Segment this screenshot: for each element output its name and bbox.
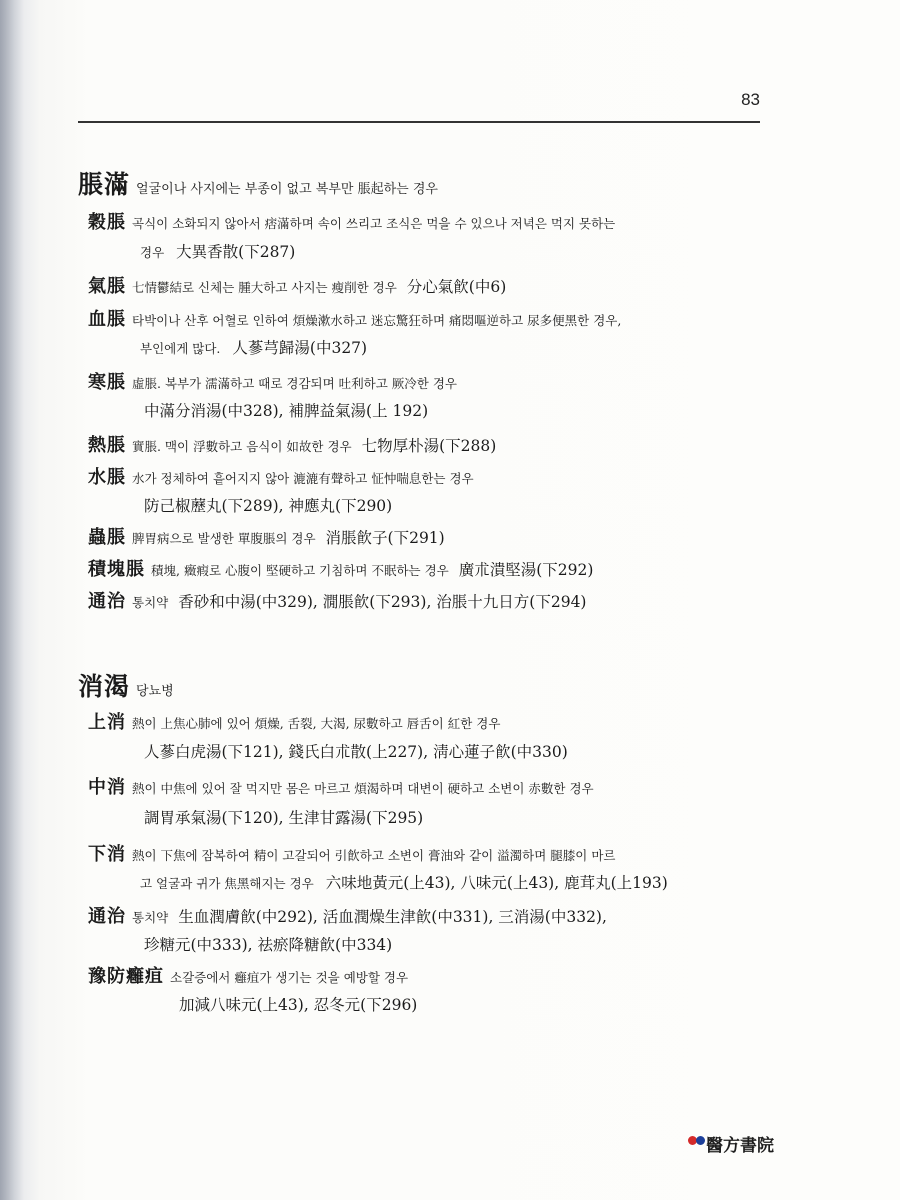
entry-term: 通治	[88, 591, 126, 612]
entry-description-cont: 경우	[140, 245, 165, 260]
binding-shadow	[0, 0, 24, 1200]
entry-description: 熱이 下焦에 잠복하여 精이 고갈되어 引飮하고 소변이 膏油와 같이 溢濁하며 腿膝이 마르	[132, 848, 616, 863]
entry-prescription: 人蔘芎歸湯(中327)	[232, 339, 368, 357]
entry-term: 寒脹	[88, 372, 126, 393]
entry-description: 積塊, 癥瘕로 心腹이 堅硬하고 기침하며 不眠하는 경우	[151, 563, 449, 578]
entry-continuation	[140, 806, 423, 828]
entry-tongchi-2	[88, 902, 607, 928]
section-title-changman	[78, 165, 438, 201]
entry-gichang	[88, 272, 506, 298]
entry-description: 七情鬱結로 신체는 腫大하고 사지는 瘦削한 경우	[132, 280, 397, 295]
entry-description: 熱이 上焦心肺에 있어 煩燥, 舌裂, 大渴, 尿數하고 唇舌이 紅한 경우	[132, 716, 501, 731]
section-heading: 脹滿	[78, 170, 131, 199]
entry-prescription: 消脹飮子(下291)	[325, 529, 445, 547]
entry-term: 下消	[88, 844, 126, 865]
page-number: 83	[741, 90, 760, 109]
entry-gokchang	[88, 208, 615, 234]
entry-term: 通治	[88, 906, 126, 927]
entry-continuation	[140, 871, 668, 893]
entry-prescription: 七物厚朴湯(下288)	[361, 437, 497, 455]
entry-prescription: 生血潤膚飮(中292), 活血潤燥生津飮(中331), 三消湯(中332),	[178, 908, 607, 926]
entry-description: 통치약	[132, 595, 169, 610]
entry-description-cont: 고 얼굴과 귀가 焦黑해지는 경우	[140, 876, 314, 891]
entry-prescription: 中滿分消湯(中328), 補脾益氣湯(上 192)	[144, 402, 429, 420]
entry-prescription: 香砂和中湯(中329), 㵎脹飮(下293), 治脹十九日方(下294)	[178, 593, 587, 611]
entry-prescription: 大異香散(下287)	[176, 243, 296, 261]
entry-prescription: 廣朮潰堅湯(下292)	[458, 561, 594, 579]
entry-continuation	[140, 336, 367, 358]
entry-term: 氣脹	[88, 276, 126, 297]
entry-description: 虛脹. 복부가 濡滿하고 때로 경감되며 吐利하고 厥冷한 경우	[132, 376, 457, 391]
entry-term: 上消	[88, 712, 126, 733]
entry-hyeolchang	[88, 305, 621, 331]
publisher-logo-blue-dot	[696, 1136, 705, 1145]
section-description: 당뇨병	[136, 684, 174, 699]
entry-term: 血脹	[88, 309, 126, 330]
entry-yebang-ongjeo	[88, 962, 408, 988]
header-rule	[78, 121, 760, 123]
entry-description: 곡식이 소화되지 않아서 痞滿하며 속이 쓰리고 조식은 먹을 수 있으나 저녁은 먹지 못하는	[132, 216, 616, 231]
entry-jungso	[88, 773, 594, 799]
entry-continuation	[140, 494, 392, 516]
entry-tongchi	[88, 587, 586, 613]
entry-term: 熱脹	[88, 435, 126, 456]
section-heading: 消渴	[78, 672, 131, 701]
entry-description: 소갈증에서 癰疽가 생기는 것을 예방할 경우	[170, 970, 409, 985]
entry-term: 水脹	[88, 467, 126, 488]
entry-term: 穀脹	[88, 212, 126, 233]
entry-description: 水가 정체하여 흩어지지 않아 漉漉有聲하고 怔忡喘息한는 경우	[132, 471, 474, 486]
entry-prescription: 人蔘白虎湯(下121), 錢氏白朮散(上227), 淸心蓮子飮(中330)	[144, 743, 568, 761]
entry-description: 實脹. 맥이 浮數하고 음식이 如故한 경우	[132, 439, 352, 454]
entry-yeolchang	[88, 431, 496, 457]
entry-sangso	[88, 708, 500, 734]
entry-term: 豫防癰疽	[88, 966, 164, 987]
entry-description: 통치약	[132, 910, 169, 925]
entry-term: 中消	[88, 777, 126, 798]
entry-haso	[88, 840, 616, 866]
entry-continuation	[175, 993, 417, 1015]
entry-gochang	[88, 523, 445, 549]
entry-prescription: 六味地黃元(上43), 八味元(上43), 鹿茸丸(上193)	[325, 874, 668, 892]
entry-term: 積塊脹	[88, 559, 145, 580]
entry-prescription: 珍糖元(中333), 祛瘀降糖飮(中334)	[144, 936, 393, 954]
entry-continuation	[140, 240, 295, 262]
entry-jeokgoechang	[88, 555, 593, 581]
entry-prescription: 分心氣飮(中6)	[406, 278, 507, 296]
entry-term: 蟲脹	[88, 527, 126, 548]
entry-suchang	[88, 463, 474, 489]
section-description: 얼굴이나 사지에는 부종이 없고 복부만 脹起하는 경우	[136, 182, 438, 197]
entry-continuation	[140, 933, 392, 955]
section-title-sogal	[78, 667, 174, 703]
entry-continuation	[140, 740, 568, 762]
entry-description: 타박이나 산후 어혈로 인하여 煩燥漱水하고 迷忘驚狂하며 痛悶嘔逆하고 尿多便黑한 경우,	[132, 313, 622, 328]
entry-description: 熱이 中焦에 있어 잘 먹지만 몸은 마르고 煩渴하며 대변이 硬하고 소변이 赤數한 경우	[132, 781, 594, 796]
entry-continuation	[140, 399, 428, 421]
entry-description-cont: 부인에게 많다.	[140, 341, 221, 356]
entry-prescription: 防己椒藶丸(下289), 神應丸(下290)	[144, 497, 393, 515]
entry-prescription: 加減八味元(上43), 忍冬元(下296)	[179, 996, 418, 1014]
publisher-name: 醫方書院	[706, 1136, 774, 1156]
entry-description: 脾胃病으로 발생한 單腹脹의 경우	[132, 531, 316, 546]
entry-hanchang	[88, 368, 457, 394]
entry-prescription: 調胃承氣湯(下120), 生津甘露湯(下295)	[144, 809, 424, 827]
